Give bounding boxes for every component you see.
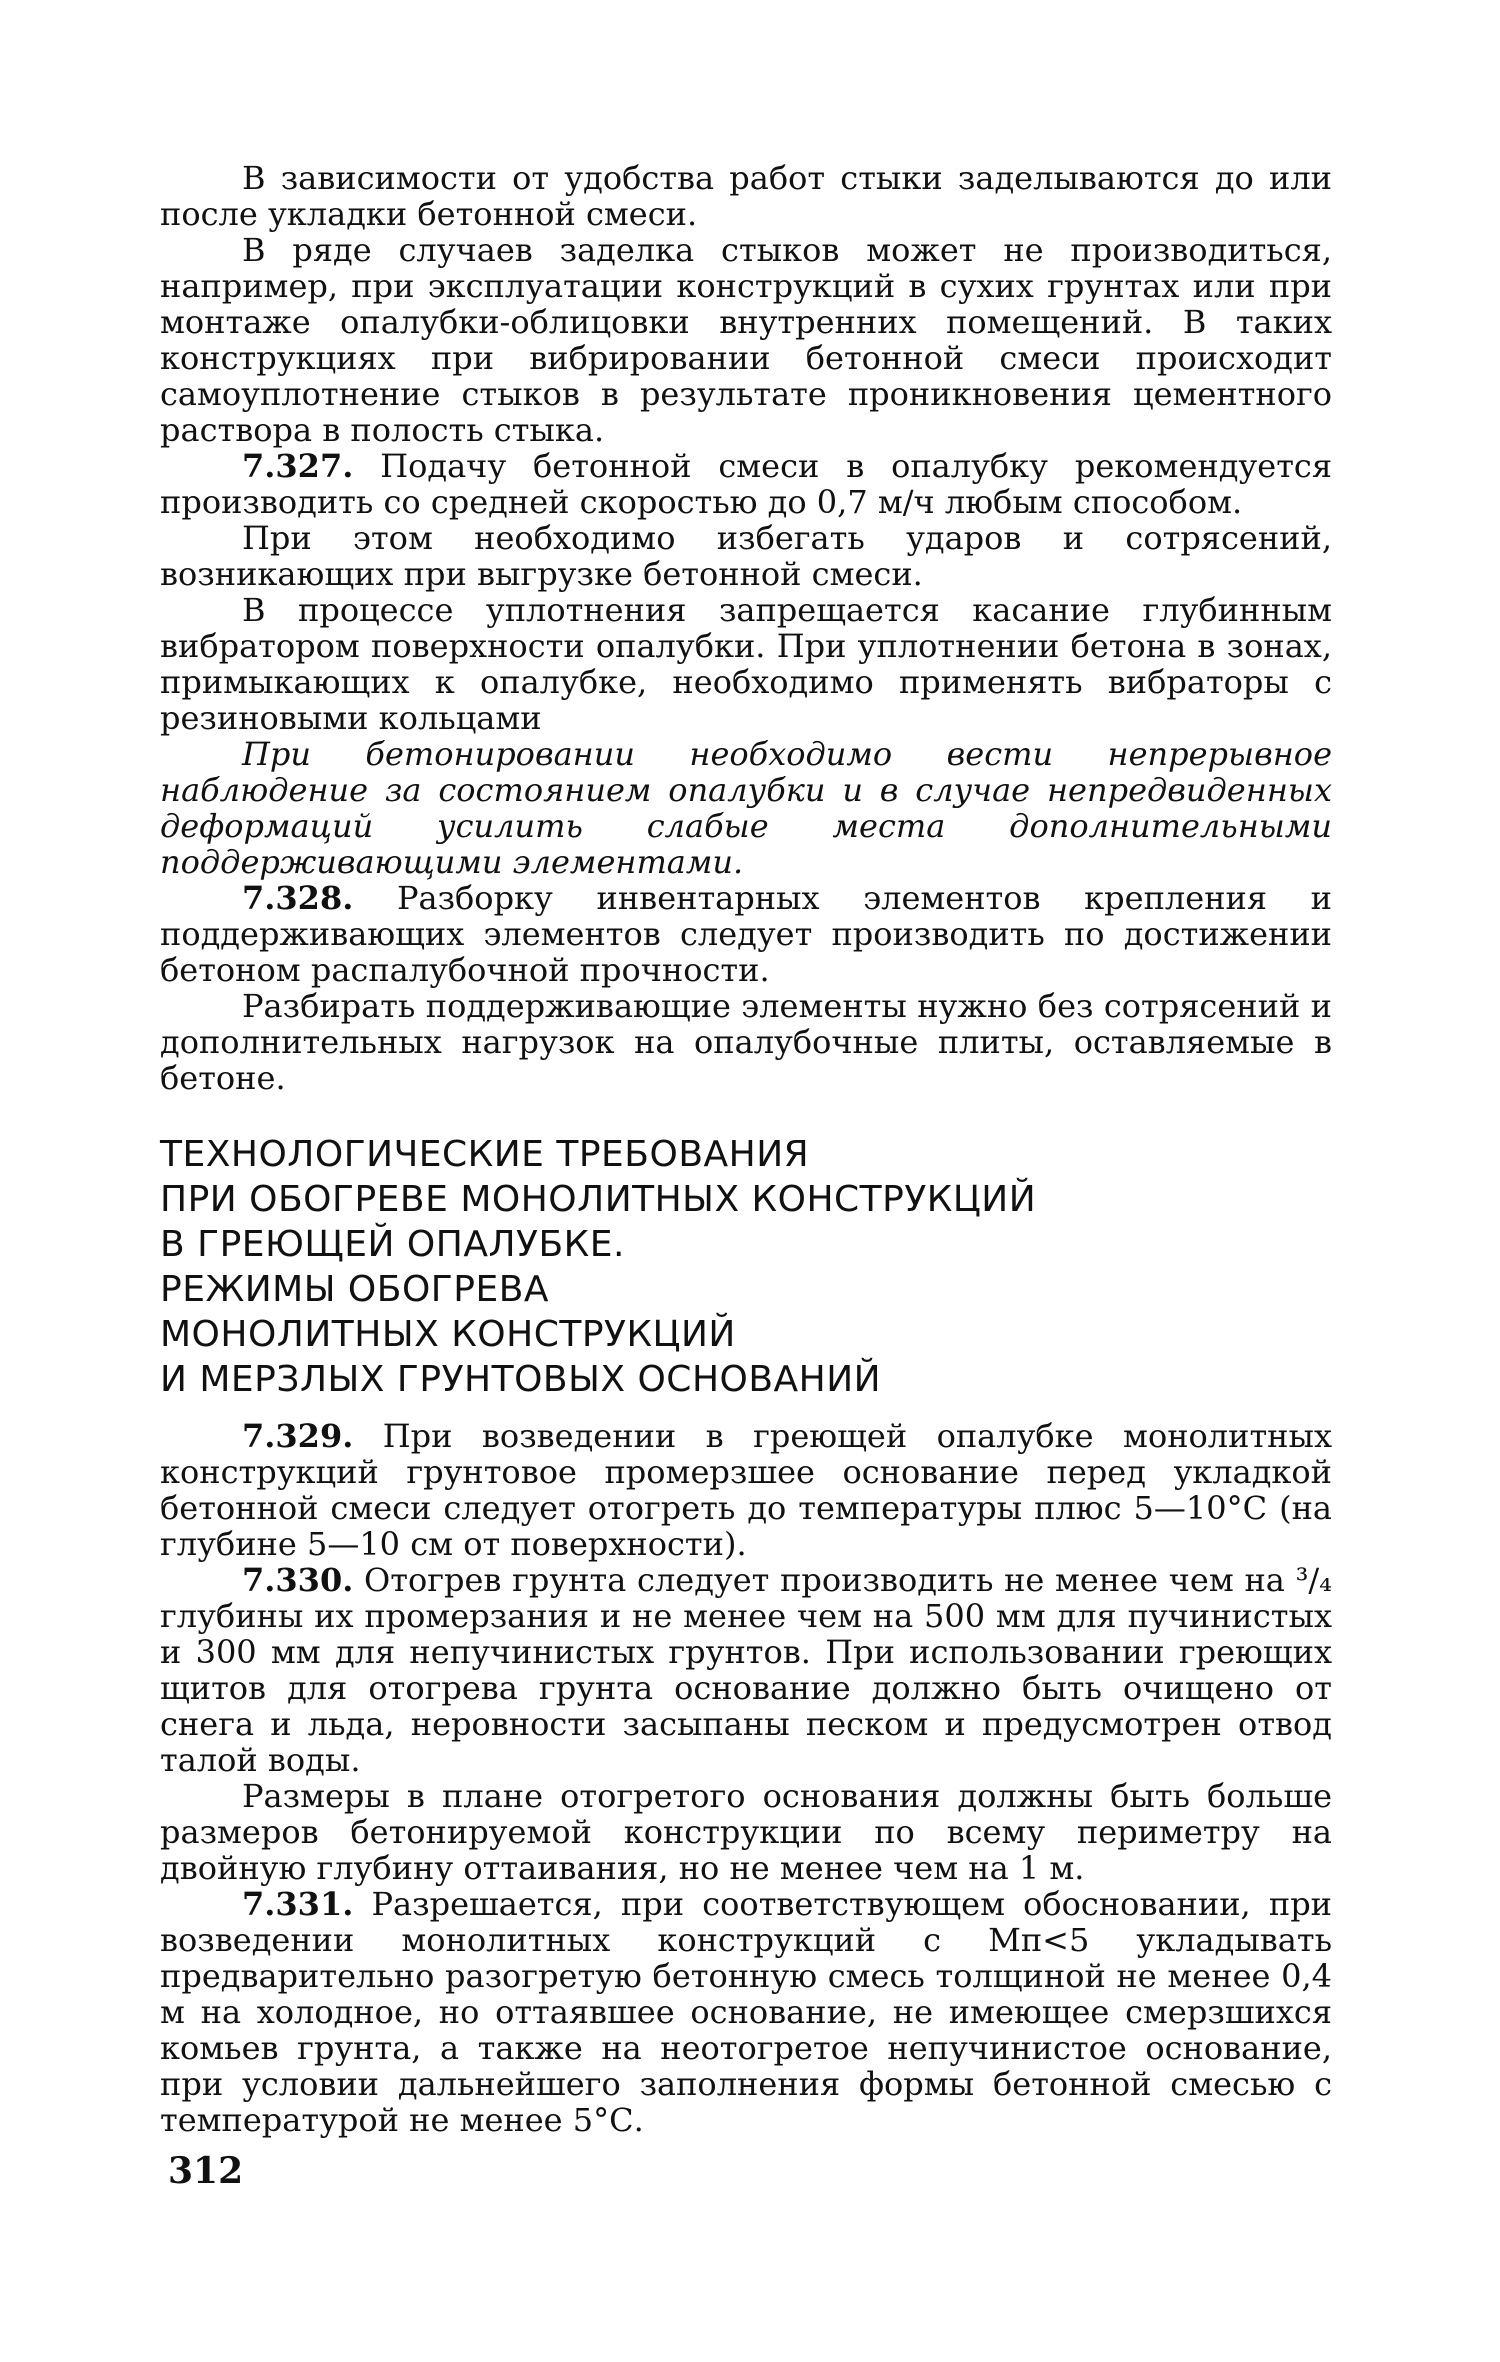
paragraph-text: Отогрев грунта следует производить не менее чем на ³/₄ глубины их промерзания и не менее чем на 500 мм для пучинистых и 300 мм для непучинистых грунтов. При использовании греющих щитов для отогрева грунта основание должно быть очищено от снега и льда, неровности засыпаны песком и предусмотрен отвод талой воды. <box>160 1561 1332 1779</box>
paragraph-monitoring: При бетонировании необходимо вести непрерывное наблюдение за состоянием опалубки и в случае непредвиденных деформаций усилить слабые места дополнительными поддерживающими элементами. <box>160 735 1332 881</box>
clause-number: 7.329. <box>242 1417 354 1455</box>
clause-number: 7.328. <box>242 879 354 917</box>
paragraph-joints-timing: В зависимости от удобства работ стыки заделываются до или после укладки бетонной смеси. <box>160 159 1332 233</box>
heading-line: В ГРЕЮЩЕЙ ОПАЛУБКЕ. <box>160 1224 625 1265</box>
paragraph-dismantling: Разбирать поддерживающие элементы нужно без сотрясений и дополнительных нагрузок на опалубочные плиты, оставляемые в бетоне. <box>160 987 1332 1097</box>
paragraph-text: Разрешается, при соответствующем обосновании, при возведении монолитных конструкций с Мп<5 укладывать предварительно разогретую бетонную смесь толщиной не менее 0,4 м на холодное, но оттаявшее основание, не имеющее смерзшихся комьев грунта, а также на неотогретое непучинистое основание, при условии дальнейшего заполнения формы бетонной смесью с температурой не менее 5°С. <box>160 1885 1332 2139</box>
heading-line: ПРИ ОБОГРЕВЕ МОНОЛИТНЫХ КОНСТРУКЦИЙ <box>160 1179 1037 1220</box>
paragraph-7-331 <box>160 1886 1332 2138</box>
paragraph-7-328 <box>160 880 1332 988</box>
heading-line: И МЕРЗЛЫХ ГРУНТОВЫХ ОСНОВАНИЙ <box>160 1359 882 1400</box>
page-number: 312 <box>168 2150 244 2192</box>
paragraph-avoid-shocks: При этом необходимо избегать ударов и сотрясений, возникающих при выгрузке бетонной смеси. <box>160 519 1332 593</box>
clause-number: 7.330. <box>242 1561 354 1599</box>
paragraph-joint-sealing: В ряде случаев заделка стыков может не производиться, например, при эксплуатации конструкций в сухих грунтах или при монтаже опалубки-облицовки внутренних помещений. В таких конструкциях при вибрировании бетонной смеси происходит самоуплотнение стыков в результате проникновения цементного раствора в полость стыка. <box>160 231 1332 449</box>
paragraph-text: Подачу бетонной смеси в опалубку рекомендуется производить со средней скоростью до 0,7 м/ч любым способом. <box>160 447 1332 521</box>
clause-number: 7.327. <box>242 447 354 485</box>
clause-number: 7.331. <box>242 1885 354 1923</box>
text-block-bottom <box>160 1418 1332 2138</box>
paragraph-compaction: В процессе уплотнения запрещается касание глубинным вибратором поверхности опалубки. При уплотнении бетона в зонах, примыкающих к опалубке, необходимо применять вибраторы с резиновыми кольцами <box>160 591 1332 737</box>
heading-line: МОНОЛИТНЫХ КОНСТРУКЦИЙ <box>160 1314 736 1355</box>
text-block-top <box>160 160 1332 1096</box>
paragraph-7-327 <box>160 448 1332 520</box>
paragraph-7-330 <box>160 1562 1332 1778</box>
paragraph-text: Разборку инвентарных элементов крепления и поддерживающих элементов следует производить по достижении бетоном распалубочной прочности. <box>160 879 1332 989</box>
paragraph-base-size: Размеры в плане отогретого основания должны быть больше размеров бетонируемой конструкции по всему периметру на двойную глубину оттаивания, но не менее чем на 1 м. <box>160 1777 1332 1887</box>
heading-line: ТЕХНОЛОГИЧЕСКИЕ ТРЕБОВАНИЯ <box>160 1134 810 1175</box>
paragraph-7-329 <box>160 1418 1332 1562</box>
heading-line: РЕЖИМЫ ОБОГРЕВА <box>160 1269 550 1310</box>
paragraph-text: При возведении в греющей опалубке монолитных конструкций грунтовое промерзшее основание перед укладкой бетонной смеси следует отогреть до температуры плюс 5—10°С (на глубине 5—10 см от поверхности). <box>160 1417 1332 1563</box>
section-heading <box>160 1132 1340 1402</box>
